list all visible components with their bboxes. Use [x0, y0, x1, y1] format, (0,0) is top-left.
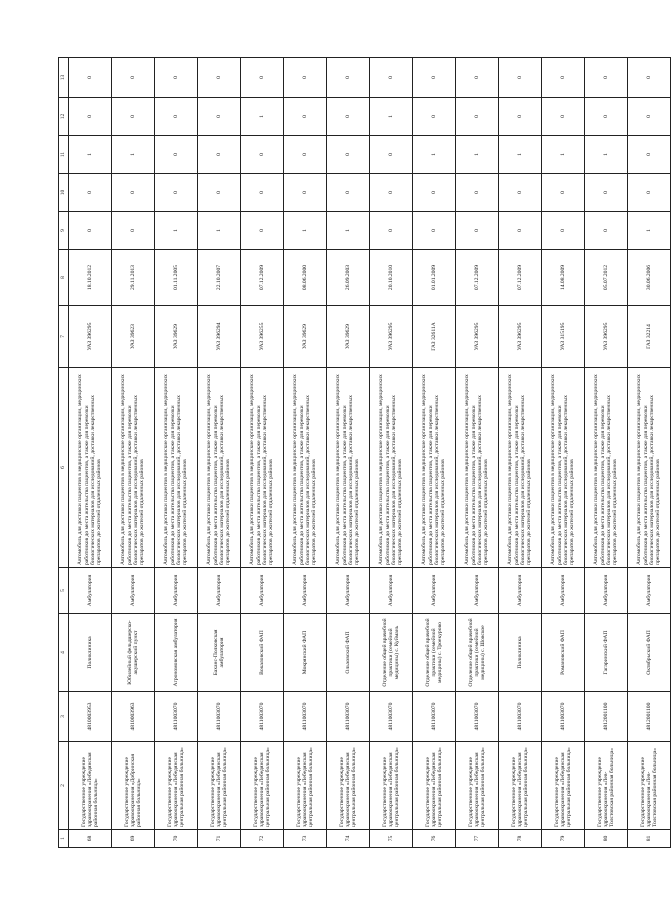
table-row: [112, 58, 155, 848]
organization-name: Государственное учреждение здравоохранения «Лебедянская центральная районная больница»: [198, 742, 241, 830]
organization-name: Государственное учреждение здравоохранения «Лебедянская центральная районная больница»: [370, 742, 413, 830]
org-code: 4810003963: [112, 692, 155, 742]
vehicle-purpose: Автомобиль для доставки пациентов в медицинские организации, медицинских работников до места жительства пациентов, а также для перевозки биологических материалов для исследований, доставки лекарственных препаратов до жителей отдаленных районов: [241, 368, 284, 568]
organization-name: Государственное учреждение здравоохранения «Лебедянская центральная районная больница»: [284, 742, 327, 830]
facility-type: Амбулатория: [628, 568, 671, 614]
vehicle-purpose: Автомобиль для доставки пациентов в медицинские организации, медицинских работников до места жительства пациентов, а также для перевозки биологических материалов для исследований, доставки лекарственных препаратов до жителей отдаленных районов: [628, 368, 671, 568]
table-row: [69, 58, 112, 848]
vehicle-model: УАЗ 39623: [112, 306, 155, 368]
vehicle-model: УАЗ 39629: [155, 306, 198, 368]
vehicle-model: УАЗ 396295: [69, 306, 112, 368]
vehicle-model: УАЗ 396255: [241, 306, 284, 368]
column-number: 12: [59, 98, 69, 136]
vehicle-purpose: Автомобиль для доставки пациентов в медицинские организации, медицинских работников до места жительства пациентов, а также для перевозки биологических материалов для исследований, доставки лекарственных препаратов до жителей отдаленных районов: [456, 368, 499, 568]
organization-name: Государственное учреждение здравоохранения «Лебедянская центральная районная больница»: [456, 742, 499, 830]
count-value: 1: [542, 136, 585, 174]
org-code: 4811003070: [241, 692, 284, 742]
count-value: 0: [413, 174, 456, 212]
organization-name: Государственное учреждение здравоохранения «Лебедянская центральная районная больница»: [542, 742, 585, 830]
count-value: 0: [628, 136, 671, 174]
vehicle-purpose: Автомобиль для доставки пациентов в медицинские организации, медицинских работников до места жительства пациентов, а также для перевозки биологических материалов для исследований, доставки лекарственных препаратов до жителей отдаленных районов: [413, 368, 456, 568]
registration-date: 05.07.2012: [585, 250, 628, 306]
count-value: 0: [284, 136, 327, 174]
organization-name: Государственное учреждение здравоохранения «Лебедянская районная больница»: [69, 742, 112, 830]
row-number: 69: [112, 830, 155, 848]
count-value: 0: [327, 136, 370, 174]
organization-name: Государственное учреждение здравоохранения «Лев-Толстовская районная больница»: [585, 742, 628, 830]
count-value: 0: [628, 174, 671, 212]
count-value: 0: [413, 212, 456, 250]
count-value: 0: [542, 174, 585, 212]
column-number: 3: [59, 692, 69, 742]
vehicle-purpose: Автомобиль для доставки пациентов в медицинские организации, медицинских работников до места жительства пациентов, а также для перевозки биологических материалов для исследований, доставки лекарственных препаратов до жителей отдаленных районов: [585, 368, 628, 568]
count-value: 0: [542, 58, 585, 98]
facility-type: Амбулатория: [585, 568, 628, 614]
vehicle-purpose: Автомобиль для доставки пациентов в медицинские организации, медицинских работников до места жительства пациентов, а также для перевозки биологических материалов для исследований, доставки лекарственных препаратов до жителей отдаленных районов: [542, 368, 585, 568]
subdivision-name: Агрономовская амбулатория: [155, 614, 198, 692]
count-value: 0: [155, 98, 198, 136]
subdivision-name: Романовский ФАП: [542, 614, 585, 692]
subdivision-name: Вокаловский ФАП: [241, 614, 284, 692]
org-code: 4811003070: [456, 692, 499, 742]
column-number: 7: [59, 306, 69, 368]
table-row: [198, 58, 241, 848]
vehicle-model: УАЗ 396294: [198, 306, 241, 368]
count-value: 0: [370, 136, 413, 174]
count-value: 1: [413, 136, 456, 174]
org-code: 4811003070: [499, 692, 542, 742]
column-number: 5: [59, 568, 69, 614]
table-row: [155, 58, 198, 848]
vehicle-model: УАЗ 396295: [456, 306, 499, 368]
vehicle-model: ГАЗ 32611А: [413, 306, 456, 368]
count-value: 0: [284, 174, 327, 212]
count-value: 0: [499, 98, 542, 136]
subdivision-name: Ольховский ФАП: [327, 614, 370, 692]
table-row: [585, 58, 628, 848]
count-value: 0: [456, 174, 499, 212]
count-value: 0: [628, 58, 671, 98]
org-code: 4810003953: [69, 692, 112, 742]
registration-date: 14.08.2009: [542, 250, 585, 306]
vehicle-purpose: Автомобиль для доставки пациентов в медицинские организации, медицинских работников до места жительства пациентов, а также для перевозки биологических материалов для исследований, доставки лекарственных препаратов до жителей отдаленных районов: [370, 368, 413, 568]
count-value: 0: [155, 58, 198, 98]
table-row: [542, 58, 585, 848]
subdivision-name: Поликлиника: [499, 614, 542, 692]
registration-date: 22.10.2007: [198, 250, 241, 306]
registration-date: 01.11.2005: [155, 250, 198, 306]
facility-type: Амбулатория: [155, 568, 198, 614]
row-number: 80: [585, 830, 628, 848]
table-row: [370, 58, 413, 848]
facility-type: Амбулатория: [284, 568, 327, 614]
registration-date: 18.10.2012: [69, 250, 112, 306]
vehicle-model: УАЗ 39629: [284, 306, 327, 368]
count-value: 0: [155, 136, 198, 174]
count-value: 0: [499, 212, 542, 250]
subdivision-name: Баханс-Полковская амбулатория: [198, 614, 241, 692]
count-value: 0: [585, 98, 628, 136]
column-number: 11: [59, 136, 69, 174]
table-row: [284, 58, 327, 848]
organization-name: Государственное учреждение здравоохранения «Лебедянская центральная районная больница»: [241, 742, 284, 830]
count-value: 1: [69, 136, 112, 174]
vehicle-model: УАЗ 396295: [499, 306, 542, 368]
table-row: [456, 58, 499, 848]
row-number: 74: [327, 830, 370, 848]
facility-type: Амбулатория: [327, 568, 370, 614]
count-value: 0: [327, 98, 370, 136]
table-row: [413, 58, 456, 848]
column-number: 13: [59, 58, 69, 98]
column-number: 10: [59, 174, 69, 212]
count-value: 1: [370, 98, 413, 136]
count-value: 1: [585, 136, 628, 174]
count-value: 0: [241, 174, 284, 212]
registration-date: 07.12.2009: [456, 250, 499, 306]
count-value: 0: [198, 174, 241, 212]
count-value: 1: [155, 212, 198, 250]
registration-date: 08.06.2000: [284, 250, 327, 306]
count-value: 0: [112, 174, 155, 212]
count-value: 0: [112, 98, 155, 136]
facility-type: Амбулатория: [456, 568, 499, 614]
organization-name: Государственное учреждение здравоохранения «Лев-Толстовская районная больница»: [628, 742, 671, 830]
count-value: 0: [456, 58, 499, 98]
count-value: 0: [499, 58, 542, 98]
count-value: 0: [69, 174, 112, 212]
count-value: 0: [69, 212, 112, 250]
org-code: 4811003070: [155, 692, 198, 742]
registration-date: 29.11.2013: [112, 250, 155, 306]
count-value: 0: [542, 212, 585, 250]
org-code: 4811003070: [542, 692, 585, 742]
count-value: 0: [413, 58, 456, 98]
org-code: 4812001100: [628, 692, 671, 742]
facility-type: Амбулатория: [112, 568, 155, 614]
org-code: 4811003070: [327, 692, 370, 742]
org-code: 4811003070: [413, 692, 456, 742]
facility-type: Амбулатория: [413, 568, 456, 614]
facility-type: Амбулатория: [198, 568, 241, 614]
column-number: 9: [59, 212, 69, 250]
vehicle-table: [58, 57, 671, 848]
facility-type: Амбулатория: [241, 568, 284, 614]
vehicle-purpose: Автомобиль для доставки пациентов в медицинские организации, медицинских работников до места жительства пациентов, а также для перевозки биологических материалов для исследований, доставки лекарственных препаратов до жителей отдаленных районов: [198, 368, 241, 568]
count-value: 0: [370, 58, 413, 98]
count-value: 1: [456, 136, 499, 174]
count-value: 0: [327, 174, 370, 212]
count-value: 0: [198, 98, 241, 136]
org-code: 4812001100: [585, 692, 628, 742]
row-number: 73: [284, 830, 327, 848]
count-value: 1: [241, 98, 284, 136]
count-value: 0: [112, 212, 155, 250]
count-value: 0: [155, 174, 198, 212]
count-value: 1: [499, 136, 542, 174]
count-value: 0: [284, 98, 327, 136]
count-value: 0: [241, 212, 284, 250]
subdivision-name: Юбилейный фельдшерско-акушерский пункт: [112, 614, 155, 692]
count-value: 0: [241, 58, 284, 98]
org-code: 4811003070: [370, 692, 413, 742]
vehicle-model: ГАЗ 32214: [628, 306, 671, 368]
vehicle-purpose: Автомобиль для доставки пациентов в медицинские организации, медицинских работников до места жительства пациентов, а также для перевозки биологических материалов для исследований, доставки лекарственных препаратов до жителей отдаленных районов: [284, 368, 327, 568]
column-number: 8: [59, 250, 69, 306]
count-value: 0: [413, 98, 456, 136]
subdivision-name: Октябрьский ФАП: [628, 614, 671, 692]
organization-name: Государственное учреждение здравоохранения «Добринская районная больница»: [112, 742, 155, 830]
column-number: 2: [59, 742, 69, 830]
row-number: 75: [370, 830, 413, 848]
subdivision-name: Отделение общей врачебной практики (семейной медицины) с. Шовское: [456, 614, 499, 692]
facility-type: Амбулатория: [370, 568, 413, 614]
vehicle-model: УАЗ 396295: [370, 306, 413, 368]
count-value: 1: [112, 136, 155, 174]
count-value: 0: [241, 136, 284, 174]
count-value: 0: [327, 58, 370, 98]
count-value: 0: [284, 58, 327, 98]
table-row: [241, 58, 284, 848]
column-number: 1: [59, 830, 69, 848]
column-number: 6: [59, 368, 69, 568]
count-value: 1: [198, 212, 241, 250]
count-value: 0: [585, 174, 628, 212]
count-value: 1: [628, 212, 671, 250]
vehicle-purpose: Автомобиль для доставки пациентов в медицинские организации, медицинских работников до места жительства пациентов, а также для перевозки биологических материалов для исследований, доставки лекарственных препаратов до жителей отдаленных районов: [69, 368, 112, 568]
org-code: 4811003070: [284, 692, 327, 742]
subdivision-name: Гагаринский ФАП: [585, 614, 628, 692]
count-value: 0: [542, 98, 585, 136]
subdivision-name: Мокрянский ФАП: [284, 614, 327, 692]
count-value: 0: [628, 98, 671, 136]
table-row: [628, 58, 671, 848]
table-row: [499, 58, 542, 848]
registration-date: 20.10.2010: [370, 250, 413, 306]
count-value: 0: [69, 58, 112, 98]
registration-date: 01.01.2009: [413, 250, 456, 306]
row-number: 76: [413, 830, 456, 848]
vehicle-model: УАЗ 315195: [542, 306, 585, 368]
rotated-table-wrapper: [58, 58, 662, 848]
organization-name: Государственное учреждение здравоохранения «Лебедянская центральная районная больница»: [499, 742, 542, 830]
count-value: 0: [456, 212, 499, 250]
count-value: 0: [112, 58, 155, 98]
subdivision-name: Отделение общей врачебной практики (семейной медицины) с. Троекурово: [413, 614, 456, 692]
registration-date: 26.09.2003: [327, 250, 370, 306]
row-number: 78: [499, 830, 542, 848]
subdivision-name: Отделение общей врачебной практики (семейной медицины) с. Куймань: [370, 614, 413, 692]
count-value: 0: [198, 136, 241, 174]
org-code: 4811003070: [198, 692, 241, 742]
count-value: 0: [499, 174, 542, 212]
table-body: [59, 58, 671, 848]
row-number: 81: [628, 830, 671, 848]
registration-date: 07.12.2009: [241, 250, 284, 306]
vehicle-purpose: Автомобиль для доставки пациентов в медицинские организации, медицинских работников до места жительства пациентов, а также для перевозки биологических материалов для исследований, доставки лекарственных препаратов до жителей отдаленных районов: [499, 368, 542, 568]
vehicle-model: УАЗ 39629: [327, 306, 370, 368]
row-number: 71: [198, 830, 241, 848]
count-value: 0: [456, 98, 499, 136]
count-value: 0: [585, 58, 628, 98]
vehicle-purpose: Автомобиль для доставки пациентов в медицинские организации, медицинских работников до места жительства пациентов, а также для перевозки биологических материалов для исследований, доставки лекарственных препаратов до жителей отдаленных районов: [155, 368, 198, 568]
count-value: 0: [370, 212, 413, 250]
row-number: 77: [456, 830, 499, 848]
facility-type: Амбулатория: [69, 568, 112, 614]
subdivision-name: Поликлиника: [69, 614, 112, 692]
registration-date: 07.12.2009: [499, 250, 542, 306]
facility-type: Амбулатория: [542, 568, 585, 614]
vehicle-purpose: Автомобиль для доставки пациентов в медицинские организации, медицинских работников до места жительства пациентов, а также для перевозки биологических материалов для исследований, доставки лекарственных препаратов до жителей отдаленных районов: [112, 368, 155, 568]
column-number-row: [59, 58, 69, 848]
registration-date: 30.06.2006: [628, 250, 671, 306]
column-number: 4: [59, 614, 69, 692]
table-row: [327, 58, 370, 848]
organization-name: Государственное учреждение здравоохранения «Лебедянская центральная районная больница»: [413, 742, 456, 830]
count-value: 0: [198, 58, 241, 98]
row-number: 70: [155, 830, 198, 848]
count-value: 1: [327, 212, 370, 250]
count-value: 0: [370, 174, 413, 212]
facility-type: Амбулатория: [499, 568, 542, 614]
count-value: 0: [585, 212, 628, 250]
row-number: 68: [69, 830, 112, 848]
vehicle-purpose: Автомобиль для доставки пациентов в медицинские организации, медицинских работников до места жительства пациентов, а также для перевозки биологических материалов для исследований, доставки лекарственных препаратов до жителей отдаленных районов: [327, 368, 370, 568]
count-value: 1: [284, 212, 327, 250]
organization-name: Государственное учреждение здравоохранения «Лебедянская центральная районная больница»: [327, 742, 370, 830]
organization-name: Государственное учреждение здравоохранения «Лебедянская центральная районная больница»: [155, 742, 198, 830]
count-value: 0: [69, 98, 112, 136]
vehicle-model: УАЗ 396295: [585, 306, 628, 368]
row-number: 72: [241, 830, 284, 848]
row-number: 79: [542, 830, 585, 848]
